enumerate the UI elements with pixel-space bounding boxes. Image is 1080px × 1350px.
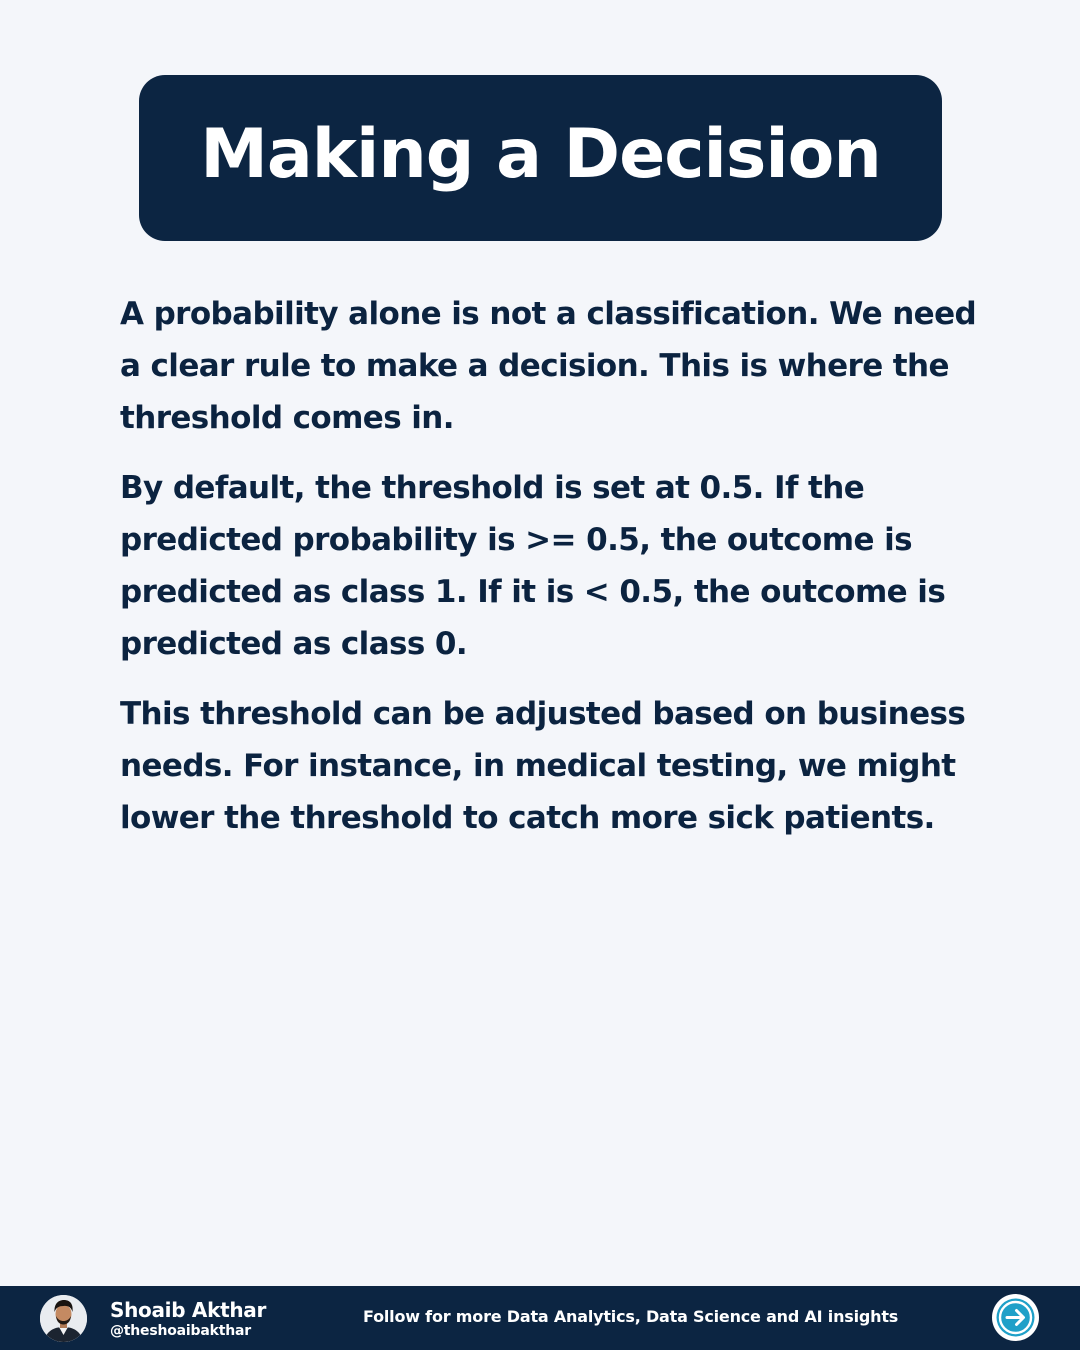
title-banner — [139, 75, 942, 241]
paragraph-adjust-threshold: This threshold can be adjusted based on business needs. For instance, in medical testing, we might lower the threshold to catch more sick patients. — [120, 696, 966, 836]
author-handle: @theshoaibakthar — [110, 1323, 251, 1339]
next-slide-button[interactable] — [992, 1294, 1039, 1341]
paragraph-default-threshold: By default, the threshold is set at 0.5. If the predicted probability is >= 0.5, the outcome is predicted as class 1. If it is < 0.5, the outcome is predicted as class 0. — [120, 470, 946, 662]
footer-bar — [0, 1286, 1080, 1350]
arrow-right-icon — [995, 1297, 1036, 1338]
body-content — [120, 288, 980, 862]
author-name: Shoaib Akthar — [110, 1298, 267, 1322]
paragraph-intro: A probability alone is not a classification. We need a clear rule to make a decision. This is where the threshold comes in. — [120, 296, 977, 436]
avatar-portrait-icon — [40, 1295, 87, 1342]
follow-cta: Follow for more Data Analytics, Data Science and AI insights — [363, 1307, 899, 1326]
avatar — [40, 1295, 87, 1342]
page-title: Making a Decision — [200, 114, 881, 194]
